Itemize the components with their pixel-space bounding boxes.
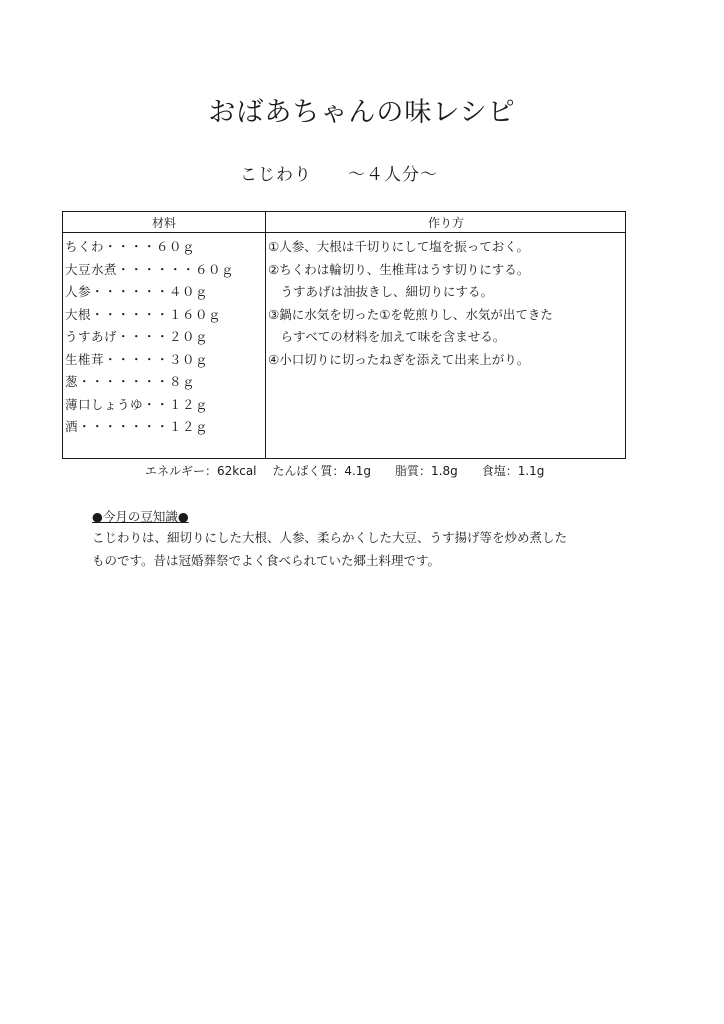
ingredient-item: 大豆水煮・・・・・・６０ｇ bbox=[65, 261, 235, 277]
step-line: ②ちくわは輪切り、生椎茸はうす切りにする。 bbox=[268, 261, 530, 277]
step-line: ③鍋に水気を切った①を乾煎りし、水気が出てきた bbox=[268, 306, 553, 322]
page-title: おばあちゃんの味レシピ bbox=[208, 97, 516, 128]
ingredients-list bbox=[65, 236, 263, 439]
step-line: ④小口切りに切ったねぎを添えて出来上がり。 bbox=[268, 351, 530, 367]
recipe-subtitle: こじわり ～４人分～ bbox=[240, 165, 438, 185]
step-line: ①人参、大根は千切りにして塩を振っておく。 bbox=[268, 239, 529, 254]
ingredient-item: ちくわ・・・・６０ｇ bbox=[65, 239, 196, 254]
ingredient-item: 人参・・・・・・４０ｇ bbox=[65, 284, 209, 299]
ingredient-item: 大根・・・・・・１６０ｇ bbox=[65, 306, 222, 322]
recipe-table bbox=[62, 211, 626, 459]
nutrition-info: エネルギー：62kcal たんぱく質：4.1g 脂質：1.8g 食塩：1.1g bbox=[145, 464, 545, 478]
steps-list bbox=[268, 236, 624, 371]
trivia-line: こじわりは、細切りにした大根、人参、柔らかくした大豆、うす揚げ等を炒め煮した bbox=[92, 530, 568, 545]
step-line: らすべての材料を加えて味を含ませる。 bbox=[268, 329, 506, 344]
ingredient-item: 薄口しょうゆ・・１２ｇ bbox=[65, 396, 209, 412]
ingredients-header: 材料 bbox=[151, 216, 176, 230]
table-header-row bbox=[63, 212, 625, 233]
column-divider bbox=[265, 212, 266, 458]
ingredient-item: 生椎茸・・・・・３０ｇ bbox=[65, 351, 209, 367]
step-line: うすあげは油抜きし、細切りにする。 bbox=[268, 284, 494, 299]
ingredient-item: 葱・・・・・・・８ｇ bbox=[65, 374, 196, 389]
trivia-heading: ●今月の豆知識● bbox=[92, 509, 189, 524]
steps-header: 作り方 bbox=[427, 216, 464, 230]
ingredient-item: 酒・・・・・・・１２ｇ bbox=[65, 419, 209, 434]
trivia-body bbox=[92, 527, 632, 572]
ingredient-item: うすあげ・・・・２０ｇ bbox=[65, 329, 209, 344]
trivia-line: ものです。昔は冠婚葬祭でよく食べられていた郷土料理です。 bbox=[92, 552, 441, 568]
